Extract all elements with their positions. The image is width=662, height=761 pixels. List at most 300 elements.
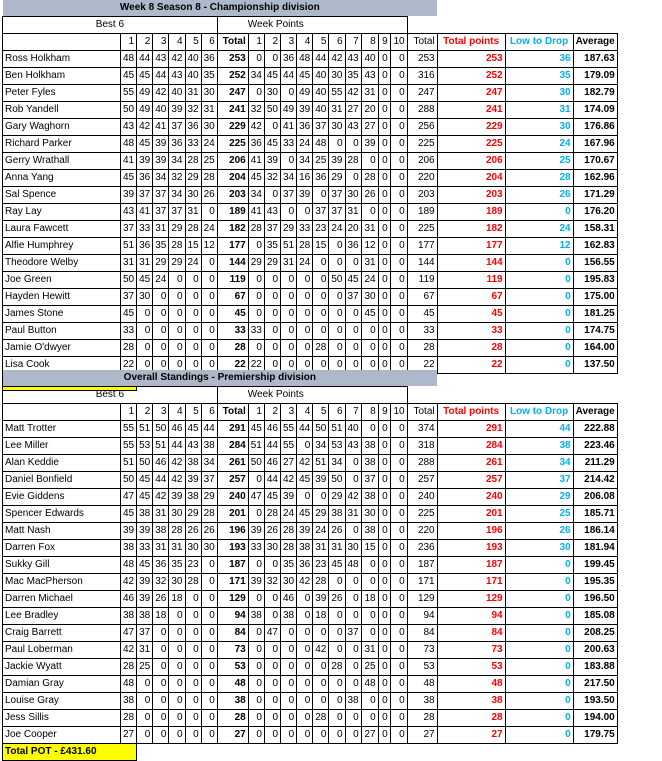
column-header: 2 <box>137 403 153 420</box>
low-to-drop: 0 <box>505 624 573 641</box>
score-cell: 24 <box>201 220 217 237</box>
score-cell: 0 <box>297 709 313 726</box>
average: 181.25 <box>573 305 617 322</box>
score-cell: 45 <box>121 169 137 186</box>
column-header: 6 <box>329 403 345 420</box>
best6-total: 204 <box>217 169 248 186</box>
score-cell: 37 <box>137 186 153 203</box>
score-cell: 31 <box>121 254 137 271</box>
week-total: 171 <box>407 573 437 590</box>
score-cell: 40 <box>185 50 201 67</box>
score-cell: 26 <box>185 522 201 539</box>
score-cell: 0 <box>329 607 345 624</box>
score-cell: 0 <box>378 186 390 203</box>
best6-total: 48 <box>217 675 248 692</box>
score-cell: 26 <box>153 590 169 607</box>
score-cell: 43 <box>121 118 137 135</box>
score-cell: 40 <box>313 67 329 84</box>
column-header: 2 <box>264 33 280 50</box>
score-cell: 0 <box>169 624 185 641</box>
best6-total: 94 <box>217 607 248 624</box>
week-total: 316 <box>407 67 437 84</box>
score-cell: 0 <box>281 322 297 339</box>
score-cell: 34 <box>313 437 329 454</box>
score-cell: 0 <box>345 675 361 692</box>
player-name: Sal Spence <box>3 186 121 203</box>
division-title: Week 8 Season 8 - Championship division <box>3 0 438 16</box>
score-cell: 0 <box>345 607 361 624</box>
score-cell: 39 <box>281 488 297 505</box>
score-cell: 0 <box>248 339 264 356</box>
column-header: 6 <box>201 33 217 50</box>
score-cell: 44 <box>153 471 169 488</box>
total-points: 225 <box>437 135 505 152</box>
table-row <box>3 675 618 692</box>
score-cell: 31 <box>329 539 345 556</box>
average: 156.55 <box>573 254 617 271</box>
total-points: 67 <box>437 288 505 305</box>
low-to-drop: 0 <box>505 254 573 271</box>
score-cell: 31 <box>185 203 201 220</box>
best6-total: 189 <box>217 203 248 220</box>
player-name: Alan Keddie <box>3 454 121 471</box>
score-cell: 28 <box>185 573 201 590</box>
score-cell: 34 <box>329 454 345 471</box>
score-cell: 0 <box>390 288 407 305</box>
week-total: 225 <box>407 135 437 152</box>
score-cell: 50 <box>264 101 280 118</box>
score-cell: 15 <box>185 237 201 254</box>
score-cell: 0 <box>313 658 329 675</box>
week-total: 84 <box>407 624 437 641</box>
week-total: 236 <box>407 539 437 556</box>
score-cell: 28 <box>297 237 313 254</box>
score-cell: 0 <box>153 658 169 675</box>
score-cell: 0 <box>345 658 361 675</box>
score-cell: 0 <box>390 220 407 237</box>
table-row <box>3 254 618 271</box>
score-cell: 0 <box>201 675 217 692</box>
score-cell: 0 <box>248 237 264 254</box>
week-total: 220 <box>407 169 437 186</box>
player-name: Gerry Wrathall <box>3 152 121 169</box>
score-cell: 0 <box>390 658 407 675</box>
total-points: 253 <box>437 50 505 67</box>
score-cell: 0 <box>137 726 153 743</box>
score-cell: 0 <box>378 84 390 101</box>
score-cell: 0 <box>378 169 390 186</box>
best6-total: 144 <box>217 254 248 271</box>
score-cell: 0 <box>137 709 153 726</box>
week-points-label: Week Points <box>217 386 407 403</box>
score-cell: 0 <box>329 641 345 658</box>
low-to-drop: 0 <box>505 675 573 692</box>
score-cell: 0 <box>361 356 378 373</box>
score-cell: 39 <box>137 573 153 590</box>
score-cell: 0 <box>201 288 217 305</box>
score-cell: 45 <box>121 505 137 522</box>
score-cell: 0 <box>390 505 407 522</box>
total-points: 48 <box>437 675 505 692</box>
score-cell: 36 <box>201 50 217 67</box>
score-cell: 0 <box>390 203 407 220</box>
week-total: 288 <box>407 101 437 118</box>
score-cell: 0 <box>378 641 390 658</box>
score-cell: 28 <box>169 237 185 254</box>
score-cell: 26 <box>201 186 217 203</box>
score-cell: 51 <box>313 454 329 471</box>
best6-total: 28 <box>217 709 248 726</box>
total-points: 247 <box>437 84 505 101</box>
score-cell: 0 <box>345 522 361 539</box>
score-cell: 48 <box>121 675 137 692</box>
score-cell: 0 <box>264 590 280 607</box>
low-to-drop: 0 <box>505 573 573 590</box>
score-cell: 0 <box>313 692 329 709</box>
score-cell: 38 <box>361 522 378 539</box>
score-cell: 39 <box>169 488 185 505</box>
column-header: 3 <box>153 33 169 50</box>
total-points: 257 <box>437 471 505 488</box>
score-cell: 33 <box>137 220 153 237</box>
score-cell: 0 <box>297 641 313 658</box>
score-cell: 48 <box>121 135 137 152</box>
table-row <box>3 641 618 658</box>
score-cell: 32 <box>264 573 280 590</box>
score-cell: 0 <box>378 152 390 169</box>
score-cell: 0 <box>378 658 390 675</box>
low-to-drop: 30 <box>505 84 573 101</box>
low-to-drop: 0 <box>505 288 573 305</box>
score-cell: 45 <box>297 505 313 522</box>
score-cell: 42 <box>153 84 169 101</box>
week-total: 203 <box>407 186 437 203</box>
low-to-drop: 0 <box>505 726 573 743</box>
score-cell: 43 <box>345 50 361 67</box>
score-cell: 0 <box>390 339 407 356</box>
score-cell: 31 <box>345 505 361 522</box>
score-cell: 39 <box>248 522 264 539</box>
score-cell: 37 <box>313 203 329 220</box>
low-to-drop: 0 <box>505 305 573 322</box>
total-points: 53 <box>437 658 505 675</box>
score-cell: 48 <box>313 135 329 152</box>
score-cell: 0 <box>345 641 361 658</box>
score-cell: 0 <box>297 607 313 624</box>
score-cell: 0 <box>378 675 390 692</box>
best6-total: 203 <box>217 186 248 203</box>
score-cell: 0 <box>201 271 217 288</box>
score-cell: 0 <box>264 50 280 67</box>
score-cell: 41 <box>121 152 137 169</box>
column-header: 2 <box>137 33 153 50</box>
column-header: 6 <box>329 33 345 50</box>
score-cell: 0 <box>248 709 264 726</box>
column-header: 3 <box>153 403 169 420</box>
score-cell: 0 <box>329 339 345 356</box>
score-cell: 23 <box>185 556 201 573</box>
score-cell: 33 <box>121 322 137 339</box>
score-cell: 37 <box>121 288 137 305</box>
low-to-drop: 0 <box>505 322 573 339</box>
score-cell: 49 <box>281 101 297 118</box>
average: 187.63 <box>573 50 617 67</box>
column-header: 1 <box>248 33 264 50</box>
score-cell: 0 <box>313 488 329 505</box>
score-cell: 38 <box>121 539 137 556</box>
score-cell: 0 <box>345 322 361 339</box>
best6-total: 252 <box>217 67 248 84</box>
average: 167.96 <box>573 135 617 152</box>
score-cell: 0 <box>185 692 201 709</box>
score-cell: 0 <box>297 437 313 454</box>
score-cell: 45 <box>248 420 264 437</box>
low-to-drop: 0 <box>505 641 573 658</box>
score-cell: 18 <box>153 607 169 624</box>
score-cell: 35 <box>345 67 361 84</box>
score-cell: 0 <box>248 505 264 522</box>
score-cell: 36 <box>297 556 313 573</box>
best6-total: 240 <box>217 488 248 505</box>
score-cell: 44 <box>137 50 153 67</box>
score-cell: 0 <box>281 288 297 305</box>
average: 185.08 <box>573 607 617 624</box>
score-cell: 44 <box>297 420 313 437</box>
score-cell: 34 <box>297 152 313 169</box>
score-cell: 32 <box>264 169 280 186</box>
best6-total: 73 <box>217 641 248 658</box>
score-cell: 0 <box>378 505 390 522</box>
column-header: 5 <box>313 33 329 50</box>
score-cell: 0 <box>390 522 407 539</box>
table-row <box>3 305 618 322</box>
score-cell: 0 <box>313 288 329 305</box>
score-cell: 45 <box>345 271 361 288</box>
score-cell: 0 <box>297 271 313 288</box>
score-cell: 0 <box>313 624 329 641</box>
score-cell: 12 <box>361 237 378 254</box>
score-cell: 0 <box>313 271 329 288</box>
score-cell: 28 <box>264 505 280 522</box>
table-row <box>3 203 618 220</box>
score-cell: 0 <box>345 454 361 471</box>
player-name: Daniel Bonfield <box>3 471 121 488</box>
table-row <box>3 152 618 169</box>
score-cell: 0 <box>329 692 345 709</box>
score-cell: 37 <box>137 624 153 641</box>
score-cell: 0 <box>264 288 280 305</box>
score-cell: 0 <box>264 641 280 658</box>
score-cell: 0 <box>361 339 378 356</box>
score-cell: 45 <box>137 67 153 84</box>
column-header: 3 <box>281 33 297 50</box>
week-total: 318 <box>407 437 437 454</box>
week-total: 28 <box>407 709 437 726</box>
score-cell: 40 <box>345 420 361 437</box>
score-cell: 0 <box>137 305 153 322</box>
score-cell: 39 <box>313 590 329 607</box>
score-cell: 0 <box>169 726 185 743</box>
score-cell: 28 <box>185 220 201 237</box>
score-cell: 0 <box>137 675 153 692</box>
score-cell: 47 <box>121 624 137 641</box>
score-cell: 28 <box>121 709 137 726</box>
player-name: Anna Yang <box>3 169 121 186</box>
table-row <box>3 624 618 641</box>
score-cell: 30 <box>201 118 217 135</box>
score-cell: 24 <box>185 254 201 271</box>
score-cell: 27 <box>361 726 378 743</box>
table-row <box>3 420 618 437</box>
score-cell: 50 <box>137 454 153 471</box>
score-cell: 26 <box>201 522 217 539</box>
score-cell: 39 <box>248 573 264 590</box>
score-cell: 0 <box>264 322 280 339</box>
score-cell: 31 <box>153 539 169 556</box>
score-cell: 45 <box>264 67 280 84</box>
score-cell: 24 <box>153 271 169 288</box>
average: 196.50 <box>573 590 617 607</box>
score-cell: 0 <box>169 709 185 726</box>
week-total: 33 <box>407 322 437 339</box>
score-cell: 38 <box>201 437 217 454</box>
best6-total: 45 <box>217 305 248 322</box>
column-header: 1 <box>121 403 137 420</box>
column-header: 2 <box>264 403 280 420</box>
week-total: 257 <box>407 471 437 488</box>
best6-total: 201 <box>217 505 248 522</box>
average: 183.88 <box>573 658 617 675</box>
average: 217.50 <box>573 675 617 692</box>
score-cell: 0 <box>378 471 390 488</box>
best6-total: 196 <box>217 522 248 539</box>
score-cell: 34 <box>169 186 185 203</box>
score-cell: 0 <box>361 607 378 624</box>
table-row <box>3 692 618 709</box>
score-cell: 29 <box>313 505 329 522</box>
column-header: Total <box>407 33 437 50</box>
score-cell: 0 <box>201 692 217 709</box>
score-cell: 0 <box>361 322 378 339</box>
score-cell: 0 <box>390 356 407 373</box>
score-cell: 0 <box>201 254 217 271</box>
score-cell: 0 <box>378 522 390 539</box>
score-cell: 42 <box>137 118 153 135</box>
score-cell: 48 <box>297 50 313 67</box>
score-cell: 36 <box>281 50 297 67</box>
score-cell: 0 <box>185 607 201 624</box>
score-cell: 27 <box>281 454 297 471</box>
week-total: 38 <box>407 692 437 709</box>
total-points: 38 <box>437 692 505 709</box>
score-cell: 44 <box>153 67 169 84</box>
score-cell: 48 <box>345 556 361 573</box>
score-cell: 0 <box>248 305 264 322</box>
score-cell: 39 <box>137 522 153 539</box>
average: 214.42 <box>573 471 617 488</box>
player-name: Laura Fawcett <box>3 220 121 237</box>
score-cell: 51 <box>329 420 345 437</box>
score-cell: 0 <box>281 203 297 220</box>
score-cell: 44 <box>281 67 297 84</box>
score-cell: 0 <box>153 322 169 339</box>
score-cell: 30 <box>345 186 361 203</box>
score-cell: 51 <box>121 454 137 471</box>
column-header: 7 <box>345 33 361 50</box>
low-to-drop: 28 <box>505 169 573 186</box>
score-cell: 0 <box>378 271 390 288</box>
score-cell: 0 <box>201 556 217 573</box>
week-total: 129 <box>407 590 437 607</box>
average: 174.75 <box>573 322 617 339</box>
column-header: 9 <box>378 403 390 420</box>
score-cell: 0 <box>390 454 407 471</box>
week-total: 256 <box>407 118 437 135</box>
low-to-drop: 26 <box>505 522 573 539</box>
score-cell: 29 <box>185 505 201 522</box>
score-cell: 0 <box>281 692 297 709</box>
best6-total: 129 <box>217 590 248 607</box>
total-points: 119 <box>437 271 505 288</box>
player-name: Alfie Humphrey <box>3 237 121 254</box>
score-cell: 45 <box>137 488 153 505</box>
score-cell: 37 <box>345 288 361 305</box>
total-points: 252 <box>437 67 505 84</box>
score-cell: 0 <box>264 356 280 373</box>
average: 223.46 <box>573 437 617 454</box>
table-row <box>3 118 618 135</box>
total-points: 196 <box>437 522 505 539</box>
score-cell: 37 <box>281 186 297 203</box>
player-name: Jamie O'dwyer <box>3 339 121 356</box>
table-row <box>3 505 618 522</box>
table-row <box>3 522 618 539</box>
low-to-drop: 0 <box>505 658 573 675</box>
best6-total: 171 <box>217 573 248 590</box>
score-cell: 33 <box>185 135 201 152</box>
week-total: 177 <box>407 237 437 254</box>
score-cell: 28 <box>185 152 201 169</box>
score-cell: 46 <box>264 454 280 471</box>
week-total: 220 <box>407 522 437 539</box>
table-row <box>3 556 618 573</box>
total-points: 240 <box>437 488 505 505</box>
score-cell: 0 <box>390 590 407 607</box>
score-cell: 50 <box>329 271 345 288</box>
column-header: 5 <box>185 403 201 420</box>
score-cell: 34 <box>169 152 185 169</box>
score-cell: 31 <box>361 84 378 101</box>
standings-table <box>2 370 618 761</box>
score-cell: 0 <box>264 658 280 675</box>
player-name: Jackie Wyatt <box>3 658 121 675</box>
score-cell: 24 <box>361 271 378 288</box>
score-cell: 25 <box>201 152 217 169</box>
score-cell: 0 <box>201 709 217 726</box>
week-total: 73 <box>407 641 437 658</box>
player-name: Richard Parker <box>3 135 121 152</box>
score-cell: 31 <box>153 505 169 522</box>
best6-total: 229 <box>217 118 248 135</box>
score-cell: 0 <box>390 271 407 288</box>
score-cell: 45 <box>329 556 345 573</box>
score-cell: 44 <box>264 437 280 454</box>
total-points: 204 <box>437 169 505 186</box>
score-cell: 0 <box>378 539 390 556</box>
score-cell: 30 <box>329 67 345 84</box>
score-cell: 0 <box>297 675 313 692</box>
score-cell: 31 <box>185 84 201 101</box>
